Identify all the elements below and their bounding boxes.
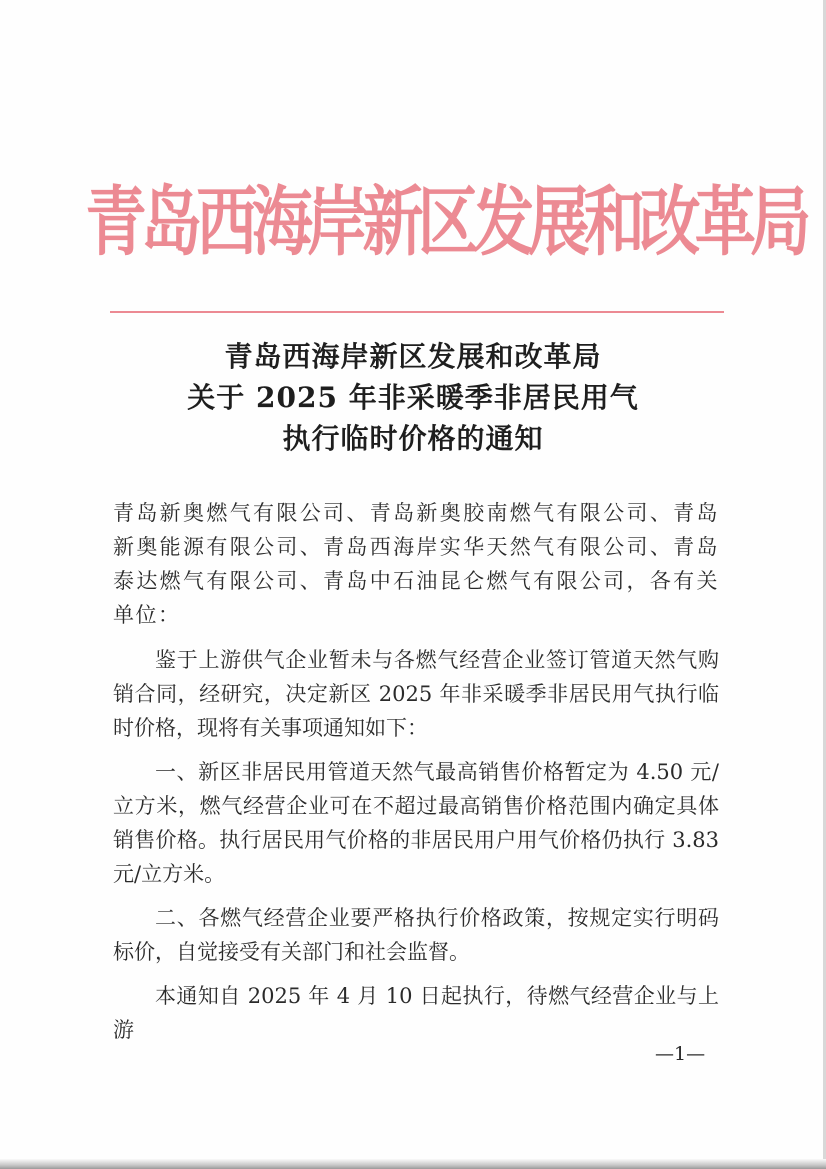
- page-number: —1—: [655, 1043, 706, 1065]
- title-line-3: 执行临时价格的通知: [282, 422, 544, 455]
- letterhead-org-name: 青岛西海岸新区发展和改革局: [85, 178, 806, 267]
- title-line-2: 关于 2025 年非采暖季非居民用气: [187, 381, 639, 414]
- paragraph-2: 一、新区非居民用管道天然气最高销售价格暂定为 4.50 元/立方米，燃气经营企业可在不超过最高销售价格范围内确定具体销售价格。执行居民用气价格的非居民用户用气价格仍执行 3.83 元/立方米。: [113, 760, 719, 886]
- title-line-1: 青岛西海岸新区发展和改革局: [224, 340, 602, 373]
- addressee: 青岛新奥燃气有限公司、青岛新奥胶南燃气有限公司、青岛新奥能源有限公司、青岛西海岸实华天然气有限公司、青岛泰达燃气有限公司、青岛中石油昆仑燃气有限公司，各有关单位：: [113, 501, 719, 627]
- paragraph-4: 本通知自 2025 年 4 月 10 日起执行，待燃气经营企业与上游: [113, 984, 719, 1042]
- paragraph-1: 鉴于上游供气企业暂未与各燃气经营企业签订管道天然气购销合同，经研究，决定新区 2025 年非采暖季非居民用气执行临时价格，现将有关事项通知如下：: [113, 648, 719, 740]
- document-title: [100, 336, 726, 459]
- scan-edge-bottom: [0, 1159, 826, 1169]
- paragraph-3: 二、各燃气经营企业要严格执行价格政策，按规定实行明码标价，自觉接受有关部门和社会监督。: [113, 906, 719, 964]
- letterhead-red-rule: [110, 311, 724, 313]
- document-body: [113, 496, 719, 1047]
